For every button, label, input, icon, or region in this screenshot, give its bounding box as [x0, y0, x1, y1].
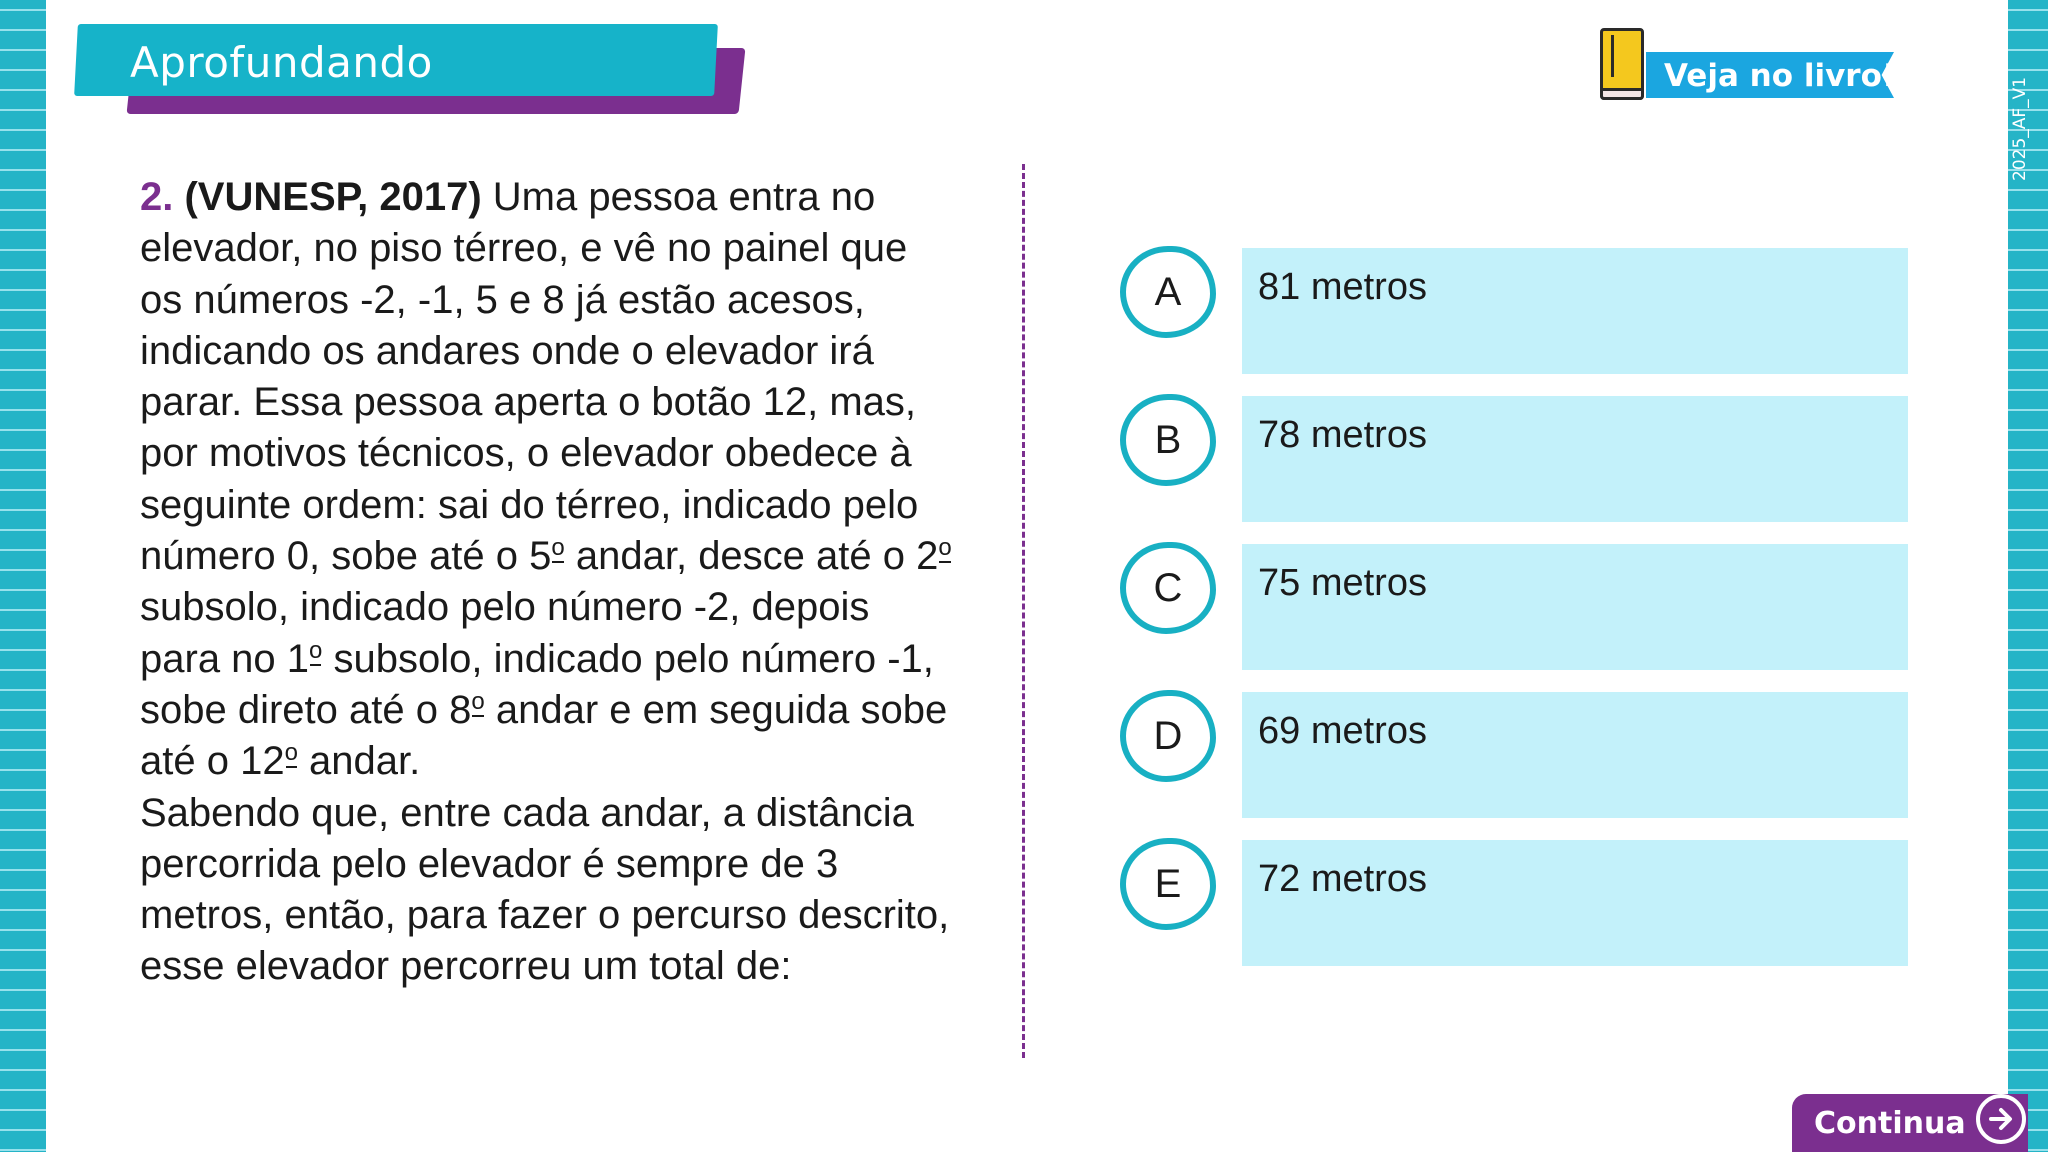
question-text-part: Uma pessoa entra no elevador, no piso térreo, e vê no painel que os números -2, -1, 5 e 8 já estão acesos, indicando os andares onde o elevador irá parar. Essa pessoa aperta o botão 12, mas, por motivos técnicos, o elevador obedece à seguinte ordem: sai do térreo, indicado pelo número 0, sobe até o 5	[140, 175, 919, 579]
question-text	[140, 172, 960, 993]
option-text: 69 metros	[1258, 710, 1427, 752]
option-text: 72 metros	[1258, 858, 1427, 900]
option-letter: A	[1120, 246, 1216, 338]
option-text: 75 metros	[1258, 562, 1427, 604]
option-letter: E	[1120, 838, 1216, 930]
question-prompt: Sabendo que, entre cada andar, a distância percorrida pelo elevador é sempre de 3 metros, então, para fazer o percurso descrito, esse elevador percorreu um total de:	[140, 790, 950, 989]
option-box[interactable]	[1242, 840, 1908, 966]
question-text-part: subsolo, indicado pelo número -1, sobe direto até o 8	[140, 636, 934, 732]
ordinal-indicator: o	[551, 534, 565, 562]
question-number: 2.	[140, 175, 174, 219]
option-letter: B	[1120, 394, 1216, 486]
book-icon	[1600, 28, 1644, 100]
option-e[interactable]	[1118, 838, 1908, 966]
option-box[interactable]	[1242, 544, 1908, 670]
option-box[interactable]	[1242, 248, 1908, 374]
section-banner	[76, 24, 746, 120]
option-box[interactable]	[1242, 396, 1908, 522]
question-text-part: andar e em seguida sobe até o 12	[140, 687, 948, 784]
question-text-part: andar.	[297, 739, 421, 784]
left-wave-border	[0, 0, 46, 1152]
option-b[interactable]	[1118, 394, 1908, 522]
option-letter: D	[1120, 690, 1216, 782]
ordinal-indicator: o	[309, 636, 323, 664]
ordinal-indicator: o	[938, 534, 952, 562]
page-title: Aprofundando	[130, 38, 433, 87]
option-text: 78 metros	[1258, 414, 1427, 456]
arrow-right-circle-icon	[1976, 1094, 2026, 1144]
option-letter: C	[1120, 542, 1216, 634]
option-text: 81 metros	[1258, 266, 1427, 308]
see-in-book-button[interactable]	[1598, 28, 1898, 108]
version-code: 2025_AF_V1	[2010, 76, 2030, 182]
continue-label: Continua	[1814, 1106, 1966, 1141]
ordinal-indicator: o	[471, 687, 485, 715]
continue-button[interactable]	[1792, 1094, 2028, 1152]
option-d[interactable]	[1118, 690, 1908, 818]
option-c[interactable]	[1118, 542, 1908, 670]
option-box[interactable]	[1242, 692, 1908, 818]
question-text-part: subsolo, indicado pelo número -2, depois para no 1	[140, 585, 870, 681]
question-source: (VUNESP, 2017)	[184, 175, 482, 219]
column-divider	[1022, 164, 1025, 1058]
see-in-book-label: Veja no livro!	[1664, 58, 1897, 94]
question-text-part: andar, desce até o 2	[564, 534, 939, 579]
ordinal-indicator: o	[284, 739, 298, 767]
option-a[interactable]	[1118, 246, 1908, 374]
